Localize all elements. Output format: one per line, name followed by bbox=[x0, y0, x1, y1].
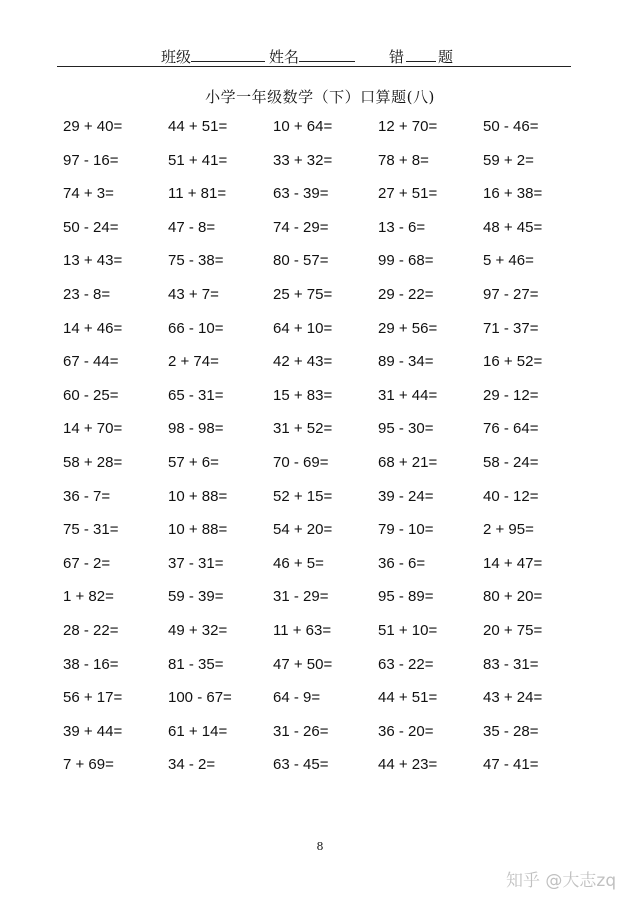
math-problem: 89 - 34= bbox=[378, 353, 434, 371]
class-label: 班级 bbox=[161, 48, 192, 66]
math-problem: 67 - 44= bbox=[63, 353, 119, 371]
worksheet-title: 小学一年级数学（下）口算题(八) bbox=[205, 88, 435, 106]
math-problem: 80 - 57= bbox=[273, 252, 329, 270]
math-problem: 63 - 45= bbox=[273, 756, 329, 774]
math-problem: 31 - 26= bbox=[273, 722, 329, 740]
math-problem: 70 - 69= bbox=[273, 453, 329, 471]
math-problem: 47 + 50= bbox=[273, 655, 333, 673]
math-problem: 43 + 7= bbox=[168, 285, 219, 303]
math-problem: 31 + 44= bbox=[378, 386, 438, 404]
math-problem: 81 - 35= bbox=[168, 655, 224, 673]
math-problem: 49 + 32= bbox=[168, 621, 228, 639]
math-problem: 64 + 10= bbox=[273, 319, 333, 337]
math-problem: 79 - 10= bbox=[378, 521, 434, 539]
math-problem: 40 - 12= bbox=[483, 487, 539, 505]
math-problem: 74 + 3= bbox=[63, 185, 114, 203]
wrong-count-field bbox=[389, 46, 453, 67]
wrong-label: 错 bbox=[389, 48, 405, 66]
math-problem: 63 - 39= bbox=[273, 185, 329, 203]
math-problem: 63 - 22= bbox=[378, 655, 434, 673]
math-problem: 29 - 12= bbox=[483, 386, 539, 404]
math-problem: 27 + 51= bbox=[378, 185, 438, 203]
math-problem: 47 - 41= bbox=[483, 756, 539, 774]
math-problem: 83 - 31= bbox=[483, 655, 539, 673]
math-problem: 10 + 88= bbox=[168, 521, 228, 539]
watermark: 知乎 @大志zq bbox=[506, 871, 617, 891]
math-problem: 35 - 28= bbox=[483, 722, 539, 740]
math-problem: 29 + 56= bbox=[378, 319, 438, 337]
math-problem: 5 + 46= bbox=[483, 252, 534, 270]
math-problem: 54 + 20= bbox=[273, 521, 333, 539]
math-problem: 68 + 21= bbox=[378, 453, 438, 471]
math-problem: 61 + 14= bbox=[168, 722, 228, 740]
math-problem: 51 + 41= bbox=[168, 151, 228, 169]
math-problem: 58 - 24= bbox=[483, 453, 539, 471]
math-problem: 97 - 16= bbox=[63, 151, 119, 169]
math-problem: 95 - 89= bbox=[378, 588, 434, 606]
math-problem: 95 - 30= bbox=[378, 420, 434, 438]
math-problem: 44 + 23= bbox=[378, 756, 438, 774]
math-problem: 11 + 63= bbox=[273, 621, 332, 639]
math-problem: 7 + 69= bbox=[63, 756, 114, 774]
math-problem: 78 + 8= bbox=[378, 151, 429, 169]
math-problem: 39 - 24= bbox=[378, 487, 434, 505]
math-problem: 50 - 46= bbox=[483, 118, 539, 135]
math-problem: 44 + 51= bbox=[168, 118, 228, 135]
math-problem: 28 - 22= bbox=[63, 621, 119, 639]
math-problem: 20 + 75= bbox=[483, 621, 543, 639]
math-problem: 76 - 64= bbox=[483, 420, 539, 438]
name-blank-line bbox=[299, 47, 355, 62]
math-problem: 47 - 8= bbox=[168, 218, 216, 236]
math-problem: 29 - 22= bbox=[378, 285, 434, 303]
math-problem: 13 - 6= bbox=[378, 218, 426, 236]
math-problem: 38 - 16= bbox=[63, 655, 119, 673]
math-problem: 31 + 52= bbox=[273, 420, 333, 438]
math-problem: 2 + 95= bbox=[483, 521, 534, 539]
math-problem: 65 - 31= bbox=[168, 386, 224, 404]
student-info-header bbox=[57, 44, 571, 67]
math-problem: 60 - 25= bbox=[63, 386, 119, 404]
math-problem: 59 - 39= bbox=[168, 588, 224, 606]
math-problem: 51 + 10= bbox=[378, 621, 438, 639]
wrong-blank-line bbox=[406, 47, 436, 62]
math-problem: 10 + 88= bbox=[168, 487, 228, 505]
math-problem: 66 - 10= bbox=[168, 319, 224, 337]
math-problem: 97 - 27= bbox=[483, 285, 539, 303]
math-problem: 80 + 20= bbox=[483, 588, 543, 606]
math-problem: 11 + 81= bbox=[168, 185, 227, 203]
math-problem: 23 - 8= bbox=[63, 285, 111, 303]
math-problem: 75 - 31= bbox=[63, 521, 119, 539]
math-problem: 42 + 43= bbox=[273, 353, 333, 371]
math-problem: 75 - 38= bbox=[168, 252, 224, 270]
math-problem: 25 + 75= bbox=[273, 285, 333, 303]
math-problem: 43 + 24= bbox=[483, 689, 543, 707]
math-problem: 13 + 43= bbox=[63, 252, 123, 270]
math-problem: 1 + 82= bbox=[63, 588, 114, 606]
math-problem: 14 + 46= bbox=[63, 319, 123, 337]
question-label: 题 bbox=[438, 48, 454, 66]
math-problem: 36 - 20= bbox=[378, 722, 434, 740]
page-number: 8 bbox=[316, 840, 324, 853]
math-problem: 16 + 38= bbox=[483, 185, 543, 203]
math-problem: 46 + 5= bbox=[273, 554, 324, 572]
math-problem: 100 - 67= bbox=[168, 689, 232, 707]
math-problem: 64 - 9= bbox=[273, 689, 321, 707]
math-problem: 52 + 15= bbox=[273, 487, 333, 505]
math-problem: 29 + 40= bbox=[63, 118, 123, 135]
math-problem: 50 - 24= bbox=[63, 218, 119, 236]
math-problem: 12 + 70= bbox=[378, 118, 438, 135]
name-field bbox=[269, 46, 355, 67]
class-blank-line bbox=[191, 47, 265, 62]
math-problem: 37 - 31= bbox=[168, 554, 224, 572]
math-problem: 59 + 2= bbox=[483, 151, 534, 169]
math-problem: 58 + 28= bbox=[63, 453, 123, 471]
name-label: 姓名 bbox=[269, 48, 300, 66]
math-problem: 36 - 6= bbox=[378, 554, 426, 572]
math-problem: 39 + 44= bbox=[63, 722, 123, 740]
math-problem: 57 + 6= bbox=[168, 453, 219, 471]
math-problem: 10 + 64= bbox=[273, 118, 333, 135]
math-problem: 99 - 68= bbox=[378, 252, 434, 270]
math-problem: 2 + 74= bbox=[168, 353, 219, 371]
math-problem: 48 + 45= bbox=[483, 218, 543, 236]
class-field bbox=[161, 46, 265, 67]
math-problem: 16 + 52= bbox=[483, 353, 543, 371]
math-problem: 33 + 32= bbox=[273, 151, 333, 169]
math-problem: 67 - 2= bbox=[63, 554, 111, 572]
math-problem: 36 - 7= bbox=[63, 487, 111, 505]
math-problem: 98 - 98= bbox=[168, 420, 224, 438]
math-problem: 14 + 47= bbox=[483, 554, 543, 572]
math-problem: 31 - 29= bbox=[273, 588, 329, 606]
math-problem: 14 + 70= bbox=[63, 420, 123, 438]
math-problem: 15 + 83= bbox=[273, 386, 333, 404]
problem-grid bbox=[63, 117, 623, 789]
math-problem: 56 + 17= bbox=[63, 689, 123, 707]
math-problem: 44 + 51= bbox=[378, 689, 438, 707]
math-problem: 74 - 29= bbox=[273, 218, 329, 236]
math-problem: 71 - 37= bbox=[483, 319, 539, 337]
math-problem: 34 - 2= bbox=[168, 756, 216, 774]
